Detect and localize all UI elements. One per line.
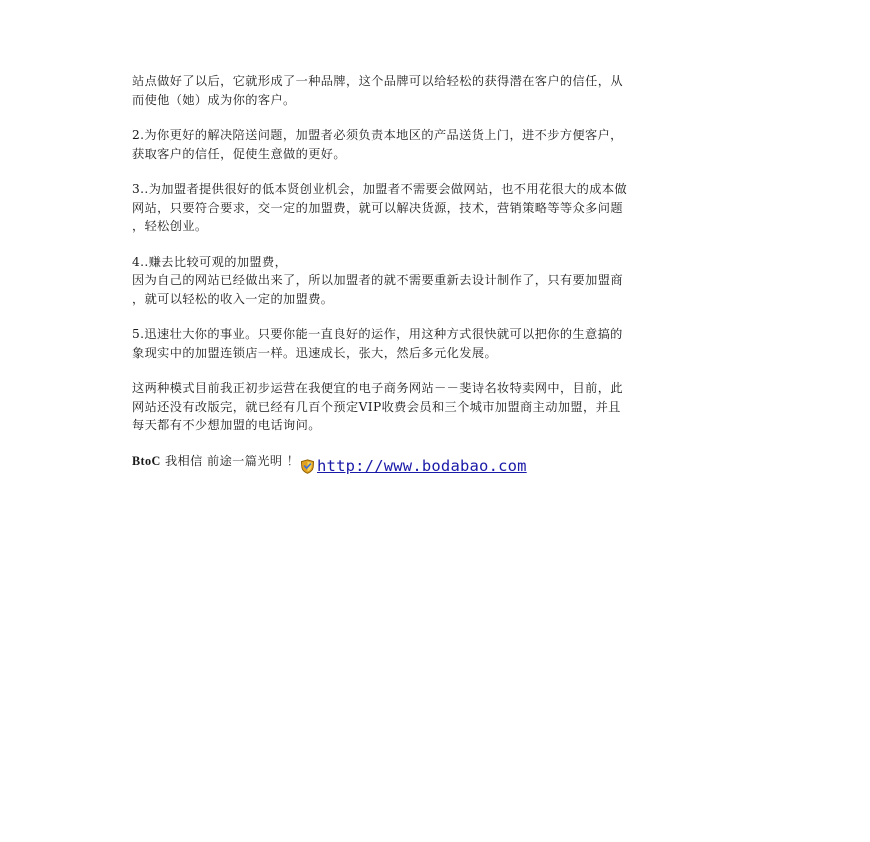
text-line: 而使他（她）成为你的客户。 — [132, 92, 296, 107]
paragraph-5 — [132, 325, 737, 362]
text-line: 5.迅速壮大你的事业。只要你能一直良好的运作，用这种方式很快就可以把你的生意搞的 — [132, 327, 623, 341]
closing-text: 我相信 前途一篇光明 ！ — [160, 453, 300, 468]
text-line: 每天都有不少想加盟的电话询问。 — [132, 418, 321, 432]
text-line: 网站还没有改版完，就已经有几百个预定VIP收费会员和三个城市加盟商主动加盟，并且 — [132, 399, 621, 414]
text-line: ，就可以轻松的收入一定的加盟费。 — [132, 291, 334, 306]
website-link[interactable]: http://www.bodabao.com — [317, 457, 527, 475]
text-line: 网站，只要符合要求，交一定的加盟费，就可以解决货源，技术，营销策略等等众多问题 — [132, 200, 623, 215]
text-line: 获取客户的信任，促使生意做的更好。 — [132, 146, 346, 161]
closing-prefix: BtoC — [132, 453, 161, 468]
website-link-row[interactable] — [300, 456, 527, 476]
paragraph-1 — [132, 72, 737, 109]
text-line: 2.为你更好的解决陪送问题，加盟者必须负责本地区的产品送货上门，进不步方便客户， — [132, 128, 623, 142]
paragraph-4 — [132, 253, 737, 309]
text-line: ，轻松创业。 — [132, 219, 208, 233]
paragraph-2 — [132, 126, 737, 163]
text-line: 站点做好了以后，它就形成了一种品牌，这个品牌可以给轻松的获得潜在客户的信任，从 — [132, 74, 623, 88]
text-line: 4..赚去比较可观的加盟费， — [132, 254, 288, 269]
shield-icon — [300, 459, 315, 474]
paragraph-3 — [132, 180, 737, 236]
text-line: 3..为加盟者提供很好的低本贤创业机会，加盟者不需要会做网站，也不用花很大的成本做 — [132, 182, 628, 196]
document-body — [132, 72, 737, 487]
text-line: 象现实中的加盟连锁店一样。迅速成长，张大，然后多元化发展。 — [132, 345, 498, 360]
paragraph-6 — [132, 379, 737, 435]
text-line: 因为自己的网站已经做出来了，所以加盟者的就不需要重新去设计制作了，只有要加盟商 — [132, 273, 623, 287]
text-line: 这两种模式目前我正初步运营在我便宜的电子商务网站－－斐诗名妆特卖网中，目前，此 — [132, 381, 623, 395]
